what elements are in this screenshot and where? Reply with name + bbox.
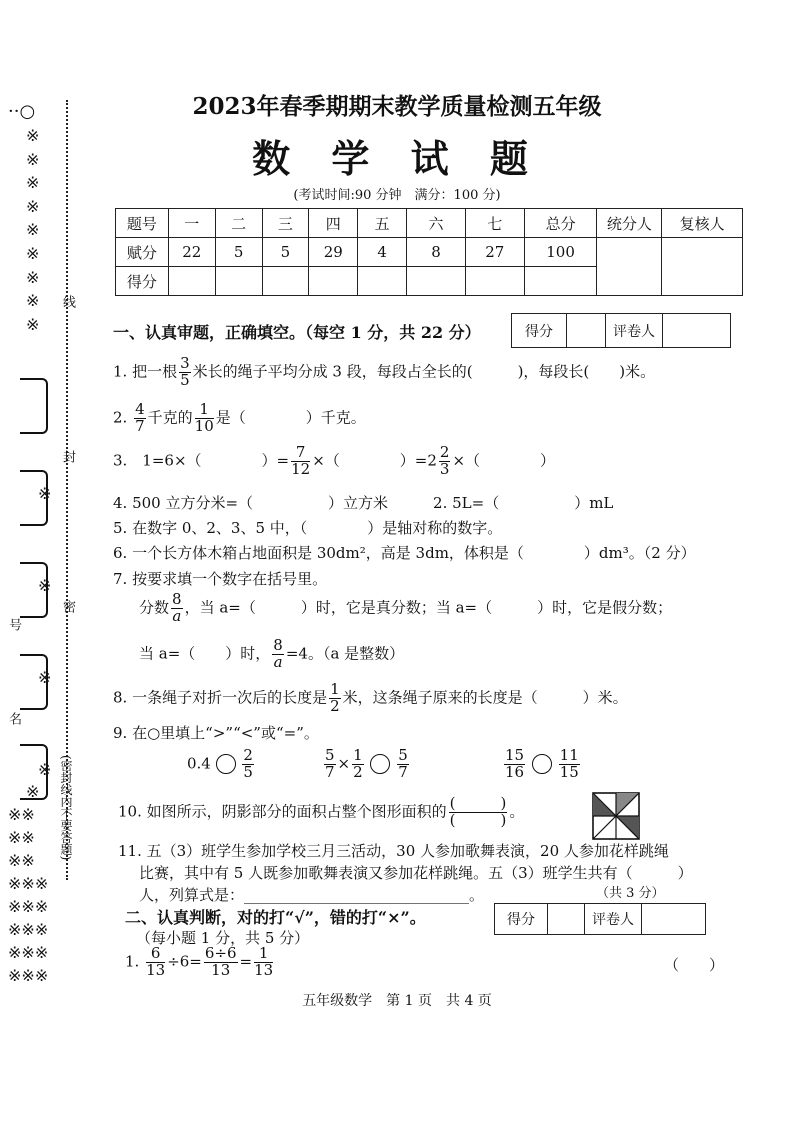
question-9: 9. 在○里填上“>”“<”或“=”。	[113, 724, 319, 742]
table-row: 题号 一 二 三 四 五 六 七 总分 统分人 复核人	[116, 209, 743, 238]
question-3: 3. 1=6×（ ）= $\frac{7}{12}$ ×（ ）=2 $\frac{2}{3}$ ×（ ）	[113, 443, 556, 478]
question-9b: $\frac{5}{7}$ × $\frac{1}{2}$ $\frac{5}{7}$	[325, 746, 408, 781]
score-field[interactable]	[548, 904, 585, 934]
question-7a: 分数 $\frac{8}{a}$ ，当 a=（ ）时，它是真分数；当 a=（ ）时，它是假分数；	[139, 590, 673, 625]
section2-subheading: （每小题 1 分，共 5 分）	[136, 929, 310, 947]
section1-grading-box: 得分 评卷人	[511, 313, 731, 348]
tally-cell[interactable]	[597, 238, 662, 296]
compare-circle[interactable]	[370, 754, 390, 774]
section2-heading: 二、认真判断，对的打“√”，错的打“×”。	[125, 908, 426, 927]
score-field[interactable]	[567, 314, 606, 347]
question-11-line2: 比赛，其中有 5 人既参加歌舞表演又参加花样跳绳。五（3）班学生共有（ ）	[139, 864, 693, 882]
seal-seal-char: 封	[60, 450, 75, 463]
question-11-points: （共 3 分）	[596, 886, 665, 901]
exam-title: 2023年春季期期末教学质量检测五年级	[192, 93, 602, 120]
margin-x-column2: ※ ※ ※ ※	[38, 484, 52, 779]
margin-label-name: 名	[6, 712, 21, 725]
margin-x-bottom: ※ ※※ ※※ ※※ ※※※ ※※※ ※※※ ※※※ ※※※	[8, 782, 49, 985]
seal-secret-char: 密	[60, 600, 75, 613]
question-4: 4. 500 立方分米=（ ）立方米 2. 5L=（ ）mL	[113, 494, 614, 512]
question-7: 7. 按要求填一个数字在括号里。	[113, 570, 328, 588]
question-10: 10. 如图所示，阴影部分的面积占整个图形面积的 $\frac{( )}{( )}$ 。	[118, 794, 525, 829]
table-row: 赋分 22 5 5 29 4 8 27 100	[116, 238, 743, 267]
question-11-line3: 人，列算式是：______________________________。	[139, 886, 485, 904]
question-9a: 0.4 $\frac{2}{5}$	[187, 746, 253, 781]
question-1: 1. 把一根 $\frac{3}{5}$ 米长的绳子平均分成 3 段，每段占全长的( )，每段长( )米。	[113, 354, 656, 389]
question-9c: $\frac{15}{16}$ $\frac{11}{15}$	[505, 746, 579, 781]
exam-info: (考试时间:90 分钟 满分：100 分)	[293, 188, 501, 203]
compare-circle[interactable]	[532, 754, 552, 774]
judge-question-1: 1. $\frac{6}{13}$ ÷6= $\frac{6\div 6}{13}$ = $\frac{1}{13}$	[125, 944, 274, 979]
question-11-line1: 11. 五（3）班学生参加学校三月三活动，30 人参加歌舞表演，20 人参加花样跳绳	[118, 842, 669, 860]
question-7b: 当 a=（ ）时， $\frac{8}{a}$ =4。（a 是整数）	[139, 636, 405, 671]
seal-line-char: 线	[60, 295, 75, 308]
question-5: 5. 在数字 0、2、3、5 中，（ ）是轴对称的数字。	[113, 519, 503, 537]
seal-notice: (密封线内不要答题)	[59, 755, 73, 861]
margin-field-box[interactable]	[20, 378, 48, 434]
margin-top-marks: ··○	[8, 101, 36, 122]
margin-x-column: ※ ※ ※ ※ ※ ※ ※ ※ ※	[26, 126, 40, 334]
question-6: 6. 一个长方体木箱占地面积是 30dm²，高是 3dm，体积是（ ）dm³。（2 分）	[113, 544, 696, 562]
page-footer: 五年级数学 第 1 页 共 4 页	[302, 993, 492, 1009]
question-2: 2. $\frac{4}{7}$ 千克的 $\frac{1}{10}$ 是（ ）千克。	[113, 400, 366, 435]
subject-title: 数 学 试 题	[252, 136, 542, 181]
margin-label-number: 号	[6, 618, 21, 631]
table-row: 得分	[116, 267, 743, 296]
review-cell[interactable]	[662, 238, 743, 296]
judge-answer-bracket[interactable]: （ ）	[664, 956, 725, 974]
shaded-square-figure	[592, 792, 640, 840]
compare-circle[interactable]	[216, 754, 236, 774]
question-8: 8. 一条绳子对折一次后的长度是 $\frac{1}{2}$ 米，这条绳子原来的长度是（ ）米。	[113, 680, 628, 715]
section1-heading: 一、认真审题，正确填空。（每空 1 分，共 22 分）	[113, 323, 481, 342]
score-table	[115, 208, 743, 296]
section2-grading-box: 得分 评卷人	[494, 903, 706, 935]
